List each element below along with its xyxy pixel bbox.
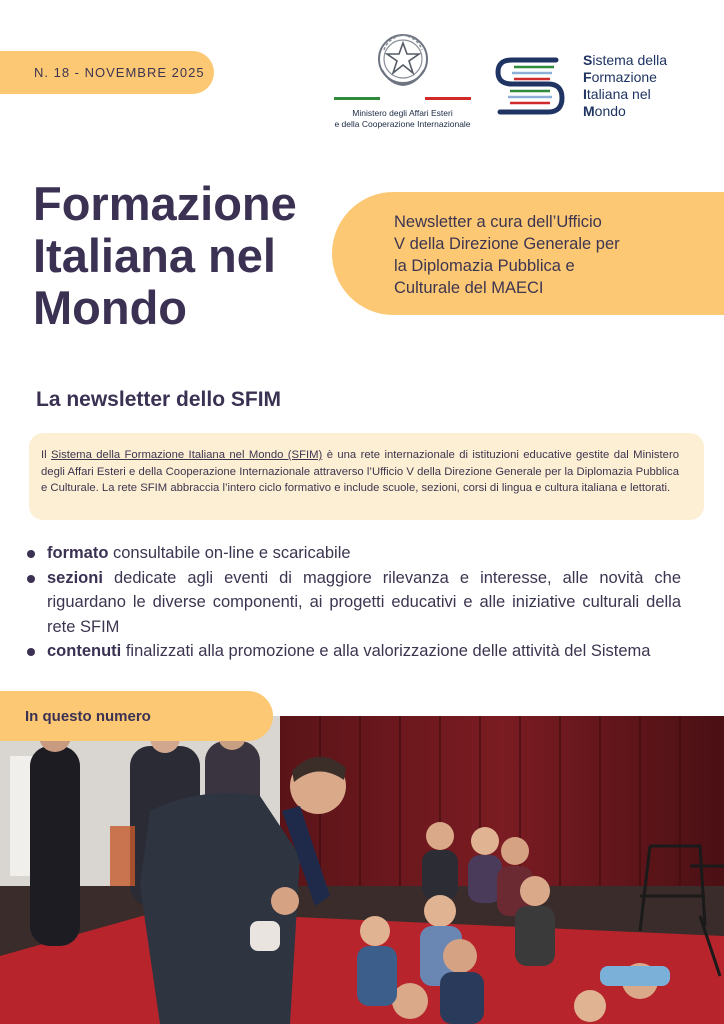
sfim-logo-text: Sistema della Formazione Italiana nel Mondo bbox=[583, 52, 668, 119]
feature-list bbox=[25, 541, 681, 664]
list-item: formato consultabile on-line e scaricabile bbox=[25, 541, 681, 566]
sfim-books-s-icon bbox=[494, 54, 566, 120]
list-item: sezioni dedicate agli eventi di maggiore rilevanza e interesse, alle novità che riguardano le diverse componenti, ai progetti educativi e alle iniziative culturali della rete SFIM bbox=[25, 566, 681, 640]
in-this-issue-label: In questo numero bbox=[0, 691, 273, 741]
issue-number-label: N. 18 - NOVEMBRE 2025 bbox=[34, 65, 205, 80]
newsletter-subtitle: Newsletter a cura dell’Ufficio V della Direzione Generale per la Diplomazia Pubblica e Culturale del MAECI bbox=[332, 192, 724, 315]
page-title: Formazione Italiana nel Mondo bbox=[33, 177, 297, 334]
sfim-link[interactable]: Sistema della Formazione Italiana nel Mondo (SFIM) bbox=[51, 449, 323, 461]
sfim-logo bbox=[494, 50, 704, 125]
intro-paragraph: Il Sistema della Formazione Italiana nel Mondo (SFIM) è una rete internazionale di istituzioni educative gestite dal Ministero degli Affari Esteri e della Cooperazione Internazionale attraverso l’Ufficio V della Direzione Generale per la Diplomazia Pubblica e Culturale. La rete SFIM abbraccia l’intero ciclo formativo e include scuole, sezioni, corsi di lingua e cultura italiana e lettorati. bbox=[29, 433, 704, 520]
cover-photo bbox=[0, 716, 724, 1024]
bullet-icon bbox=[27, 550, 35, 558]
bullet-icon bbox=[27, 575, 35, 583]
bullet-icon bbox=[27, 648, 35, 656]
section-heading: La newsletter dello SFIM bbox=[36, 388, 282, 411]
issue-number-badge bbox=[0, 51, 214, 94]
ministry-name: Ministero degli Affari Esteri e della Cooperazione Internazionale bbox=[334, 108, 471, 129]
ministry-logo bbox=[330, 30, 475, 130]
list-item: contenuti finalizzati alla promozione e alla valorizzazione delle attività del Sistema bbox=[25, 639, 681, 664]
italian-republic-emblem-icon bbox=[376, 30, 430, 88]
ministry-flag-line bbox=[334, 97, 471, 100]
